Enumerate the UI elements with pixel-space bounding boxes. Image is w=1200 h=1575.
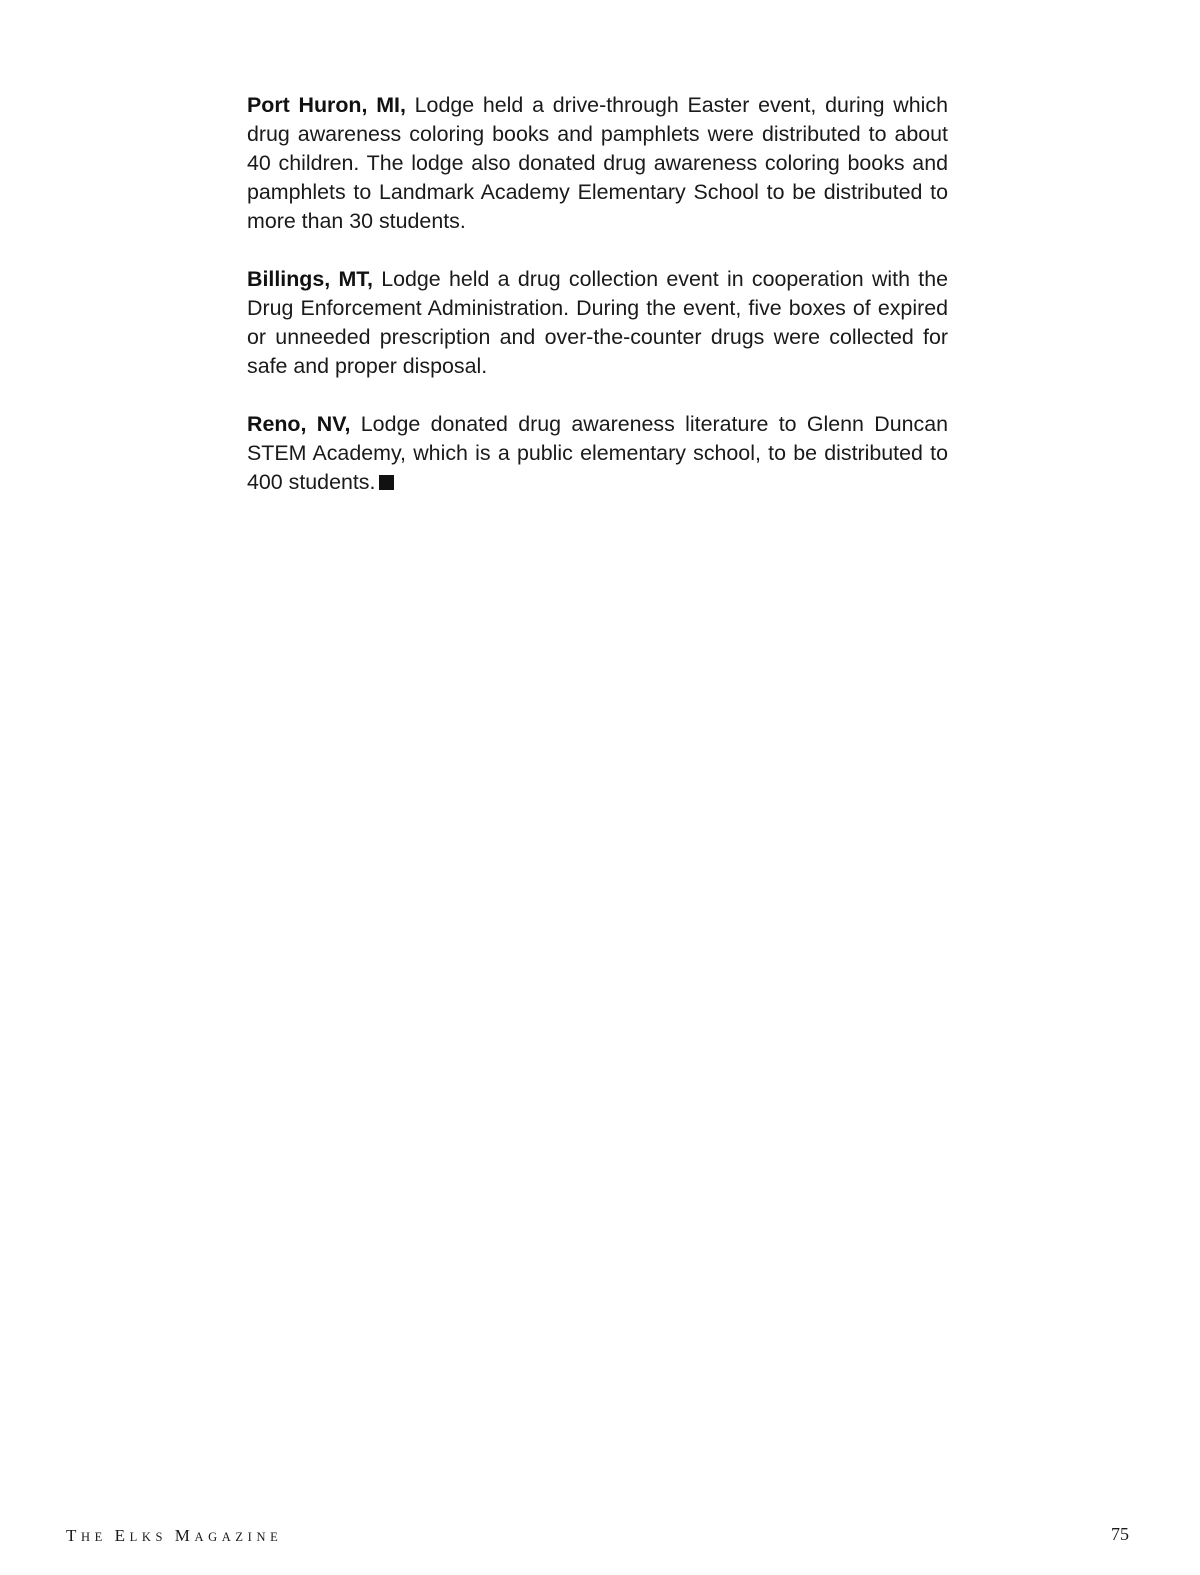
paragraph-text: Lodge held a drive-through Easter event, during which drug awareness coloring books and pamphlets were distributed to about 40 children. The lodge also donated drug awareness coloring books and pamphlets to Landmark Academy Elementary School to be distributed to more than 30 students. [247,93,948,233]
article-body [247,91,948,526]
footer-magazine-name: THE ELKS MAGAZINE [66,1526,283,1545]
article-paragraph-billings [247,265,948,381]
end-of-article-mark-icon [379,475,394,490]
article-paragraph-port-huron [247,91,948,236]
paragraph-lead-location: Port Huron, MI, [247,93,406,117]
paragraph-text: Lodge donated drug awareness literature to Glenn Duncan STEM Academy, which is a public elementary school, to be distributed to 400 students. [247,412,948,494]
paragraph-lead-location: Billings, MT, [247,267,373,291]
paragraph-text: Lodge held a drug collection event in cooperation with the Drug Enforcement Administration. During the event, five boxes of expired or unneeded prescription and over-the-counter drugs were collected for safe and proper disposal. [247,267,948,378]
article-paragraph-reno [247,410,948,497]
paragraph-lead-location: Reno, NV, [247,412,351,436]
page-number: 75 [1111,1524,1129,1544]
